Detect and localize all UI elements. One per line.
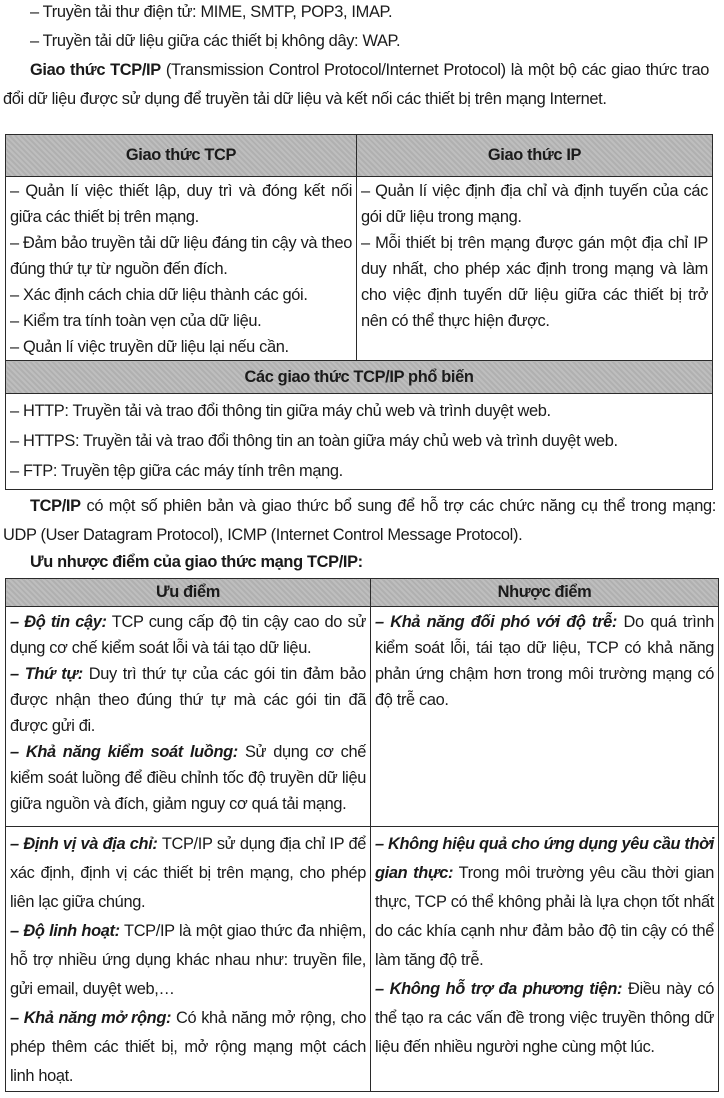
- intro-line-email: – Truyền tải thư điện tử: MIME, SMTP, POP3, IMAP.: [30, 3, 393, 21]
- pros-cell: [6, 827, 371, 1092]
- con-text: Do quá trình kiểm soát lỗi, tái tạo dữ liệu, TCP có khả năng phản ứng chậm hơn trong môi trường mạng có độ trễ cao.: [375, 613, 714, 709]
- pro-text: Có khả năng mở rộng, cho phép thêm các thiết bị, mở rộng mạng một cách linh hoạt.: [10, 1009, 366, 1085]
- pro-item: – Độ tin cậy: TCP cung cấp độ tin cậy cao do sử dụng cơ chế kiểm soát lỗi và tái tạo dữ liệu.: [10, 613, 366, 657]
- con-label: Không hỗ trợ đa phương tiện:: [389, 980, 623, 998]
- con-item: – Không hỗ trợ đa phương tiện: Điều này có thể tạo ra các vấn đề trong việc truyền thông dữ liệu đến nhiều người nghe cùng một lúc.: [375, 980, 714, 1056]
- pro-text: Sử dụng cơ chế kiểm soát luồng để điều chỉnh tốc độ truyền dữ liệu giữa nguồn và đích, giảm nguy cơ quá tải mạng.: [10, 743, 366, 813]
- pro-text: TCP/IP là một giao thức đa nhiệm, hỗ trợ nhiều ứng dụng khác nhau như: truyền file, gửi email, duyệt web,…: [10, 922, 366, 998]
- pros-cons-heading: Ưu nhược điểm của giao thức mạng TCP/IP:: [30, 553, 363, 571]
- pro-text: TCP cung cấp độ tin cậy cao do sử dụng cơ chế kiểm soát lỗi và tái tạo dữ liệu.: [10, 613, 366, 657]
- header-pros: Ưu điểm: [6, 579, 371, 607]
- tcpip-versions-text: có một số phiên bản và giao thức bổ sung để hỗ trợ các chức năng cụ thể trong mạng: UDP (User Datagram Protocol), ICMP (Internet Control Message Protocol).: [3, 497, 716, 544]
- tcpip-definition-text: (Transmission Control Protocol/Internet Protocol) là một bộ các giao thức trao đổi dữ liệu được sử dụng để truyền tải dữ liệu và kết nối các thiết bị trên mạng Internet.: [3, 61, 709, 108]
- con-item: – Không hiệu quả cho ứng dụng yêu cầu thời gian thực: Trong môi trường yêu cầu thời gian thực, TCP có thể không phải là lựa chọn tốt nhất do các khía cạnh như đảm bảo độ tin cậy có thể làm tăng độ trễ.: [375, 835, 714, 969]
- protocol-table: [5, 134, 713, 490]
- pro-label: Định vị và địa chỉ:: [23, 835, 158, 853]
- common-protocol-item: – FTP: Truyền tệp giữa các máy tính trên mạng.: [10, 462, 343, 480]
- common-protocols-cell: [6, 394, 713, 490]
- cons-cell: [371, 827, 719, 1092]
- pro-text: TCP/IP sử dụng địa chỉ IP để xác định, định vị các thiết bị trên mạng, cho phép liên lạc giữa chúng.: [10, 835, 366, 911]
- pro-label: Độ linh hoạt:: [23, 922, 120, 940]
- cons-cell: [371, 607, 719, 827]
- common-protocol-item: – HTTP: Truyền tải và trao đổi thông tin giữa máy chủ web và trình duyệt web.: [10, 402, 551, 420]
- pro-item: – Độ linh hoạt: TCP/IP là một giao thức đa nhiệm, hỗ trợ nhiều ứng dụng khác nhau như: truyền file, gửi email, duyệt web,…: [10, 922, 366, 998]
- tcp-item: – Quản lí việc truyền dữ liệu lại nếu cần.: [10, 338, 289, 356]
- tcpip-versions-paragraph: [3, 492, 716, 550]
- header-ip: Giao thức IP: [357, 135, 713, 177]
- common-protocol-item: – HTTPS: Truyền tải và trao đổi thông tin an toàn giữa máy chủ web và trình duyệt web.: [10, 432, 618, 450]
- tcp-item: – Xác định cách chia dữ liệu thành các gói.: [10, 286, 308, 304]
- con-text: Trong môi trường yêu cầu thời gian thực, TCP có thể không phải là lựa chọn tốt nhất do các khía cạnh như đảm bảo độ tin cậy có thể làm tăng độ trễ.: [375, 864, 714, 969]
- pro-label: Thứ tự:: [24, 665, 83, 683]
- pro-item: – Khả năng mở rộng: Có khả năng mở rộng, cho phép thêm các thiết bị, mở rộng mạng một cách linh hoạt.: [10, 1009, 366, 1085]
- pros-cons-table: [5, 578, 719, 1092]
- con-text: Điều này có thể tạo ra các vấn đề trong việc truyền thông dữ liệu đến nhiều người nghe cùng một lúc.: [375, 980, 714, 1056]
- tcp-cell: [6, 177, 357, 361]
- pro-item: – Thứ tự: Duy trì thứ tự của các gói tin đảm bảo được nhận theo đúng thứ tự mà các gói tin đã được gửi đi.: [10, 665, 366, 735]
- con-label: Không hiệu quả cho ứng dụng yêu cầu thời gian thực:: [375, 835, 714, 882]
- pro-item: – Định vị và địa chỉ: TCP/IP sử dụng địa chỉ IP để xác định, định vị các thiết bị trên mạng, cho phép liên lạc giữa chúng.: [10, 835, 366, 911]
- header-common-protocols: Các giao thức TCP/IP phổ biến: [6, 361, 713, 394]
- tcpip-versions-term: TCP/IP: [30, 497, 81, 515]
- pro-label: Độ tin cậy:: [24, 613, 107, 631]
- intro-line-wireless: – Truyền tải dữ liệu giữa các thiết bị không dây: WAP.: [30, 32, 401, 50]
- tcpip-definition-term: Giao thức TCP/IP: [30, 61, 161, 79]
- tcp-item: – Quản lí việc thiết lập, duy trì và đóng kết nối giữa các thiết bị trên mạng.: [10, 182, 352, 226]
- pro-text: Duy trì thứ tự của các gói tin đảm bảo được nhận theo đúng thứ tự mà các gói tin đã được gửi đi.: [10, 665, 366, 735]
- ip-cell: [357, 177, 713, 361]
- tcp-item: – Kiểm tra tính toàn vẹn của dữ liệu.: [10, 312, 262, 330]
- tcp-item: – Đảm bảo truyền tải dữ liệu đáng tin cậy và theo đúng thứ tự từ nguồn đến đích.: [10, 234, 352, 278]
- ip-item: – Mỗi thiết bị trên mạng được gán một địa chỉ IP duy nhất, cho phép xác định trong mạng và làm cho việc định tuyến dữ liệu giữa các thiết bị trở nên có thể thực hiện được.: [361, 234, 708, 330]
- header-tcp: Giao thức TCP: [6, 135, 357, 177]
- header-cons: Nhược điểm: [371, 579, 719, 607]
- pro-item: – Khả năng kiểm soát luồng: Sử dụng cơ chế kiểm soát luồng để điều chỉnh tốc độ truyền dữ liệu giữa nguồn và đích, giảm nguy cơ quá tải mạng.: [10, 743, 366, 813]
- con-label: Khả năng đối phó với độ trễ:: [390, 613, 618, 631]
- pro-label: Khả năng mở rộng:: [23, 1009, 172, 1027]
- tcpip-definition-paragraph: [3, 56, 709, 114]
- con-item: – Khả năng đối phó với độ trễ: Do quá trình kiểm soát lỗi, tái tạo dữ liệu, TCP có khả năng phản ứng chậm hơn trong môi trường mạng có độ trễ cao.: [375, 613, 714, 709]
- pro-label: Khả năng kiểm soát luồng:: [25, 743, 238, 761]
- pros-cell: [6, 607, 371, 827]
- ip-item: – Quản lí việc định địa chỉ và định tuyến của các gói dữ liệu trong mạng.: [361, 182, 708, 226]
